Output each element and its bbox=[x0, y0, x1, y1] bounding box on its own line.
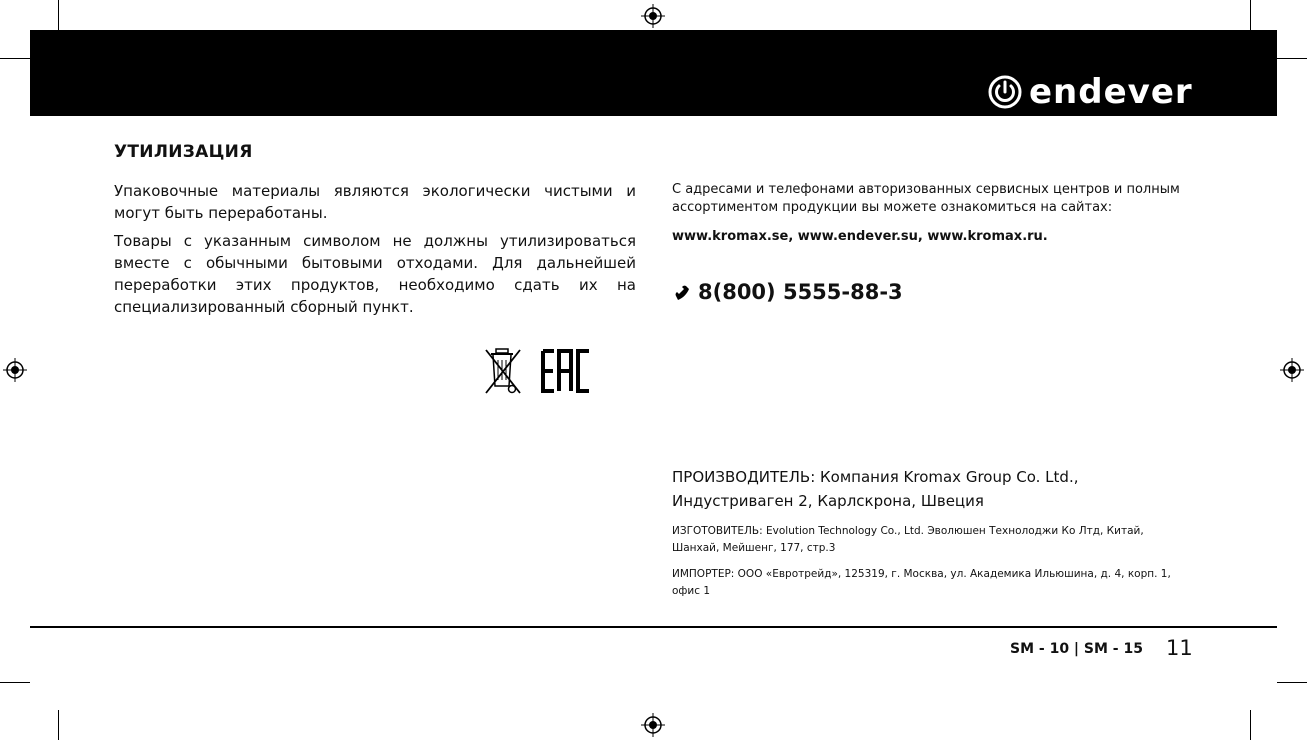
crop-mark bbox=[58, 0, 59, 30]
brand-logo bbox=[987, 72, 1193, 112]
importer-text: ИМПОРТЕР: ООО «Евротрейд», 125319, г. Москва, ул. Академика Ильюшина, д. 4, корп. 1, офис 1 bbox=[672, 568, 1171, 597]
crop-mark bbox=[0, 682, 30, 683]
registration-mark-icon bbox=[1280, 358, 1304, 382]
power-logo-icon bbox=[987, 74, 1023, 110]
crop-mark bbox=[1277, 682, 1307, 683]
model-numbers: SM - 10 | SM - 15 bbox=[1010, 641, 1143, 657]
crop-mark bbox=[58, 710, 59, 740]
phone-icon bbox=[672, 282, 692, 302]
weee-bin-icon bbox=[484, 346, 524, 396]
phone-block bbox=[672, 280, 903, 304]
service-info-text: С адресами и телефонами авторизованных сервисных центров и полным ассортиментом продукции вы можете ознакомиться на сайтах: bbox=[672, 182, 1180, 215]
footer-divider bbox=[30, 626, 1277, 628]
page-number: 11 bbox=[1166, 636, 1193, 660]
producer-text: ПРОИЗВОДИТЕЛЬ: Компания Kromax Group Co. Ltd., Индустриваген 2, Карлскрона, Швеция bbox=[672, 468, 1079, 510]
registration-mark-icon bbox=[3, 358, 27, 382]
crop-mark bbox=[1250, 710, 1251, 740]
packaging-paragraph: Упаковочные материалы являются экологически чистыми и могут быть переработаны. bbox=[114, 182, 636, 222]
registration-mark-icon bbox=[641, 4, 665, 28]
brand-logo-text: endever bbox=[1029, 72, 1193, 112]
disposal-paragraph: Товары с указанным символом не должны утилизироваться вместе с обычными бытовыми отходами. Для дальнейшей переработки этих продуктов, необходимо сдать их на специализированный сборный пункт. bbox=[114, 232, 636, 316]
crop-mark bbox=[1250, 0, 1251, 30]
phone-number[interactable]: 8(800) 5555-88-3 bbox=[698, 280, 903, 304]
manufacturer-text: ИЗГОТОВИТЕЛЬ: Evolution Technology Co., Ltd. Эволюшен Технолоджи Ко Лтд, Китай, Шанхай, Мейшенг, 177, стр.3 bbox=[672, 525, 1144, 554]
crop-mark bbox=[1277, 58, 1307, 59]
section-title: УТИЛИЗАЦИЯ bbox=[114, 142, 253, 162]
registration-mark-icon bbox=[641, 713, 665, 737]
eac-mark bbox=[540, 349, 592, 393]
crop-mark bbox=[0, 58, 30, 59]
websites-link[interactable]: www.kromax.se, www.endever.su, www.kromax.ru. bbox=[672, 229, 1048, 244]
